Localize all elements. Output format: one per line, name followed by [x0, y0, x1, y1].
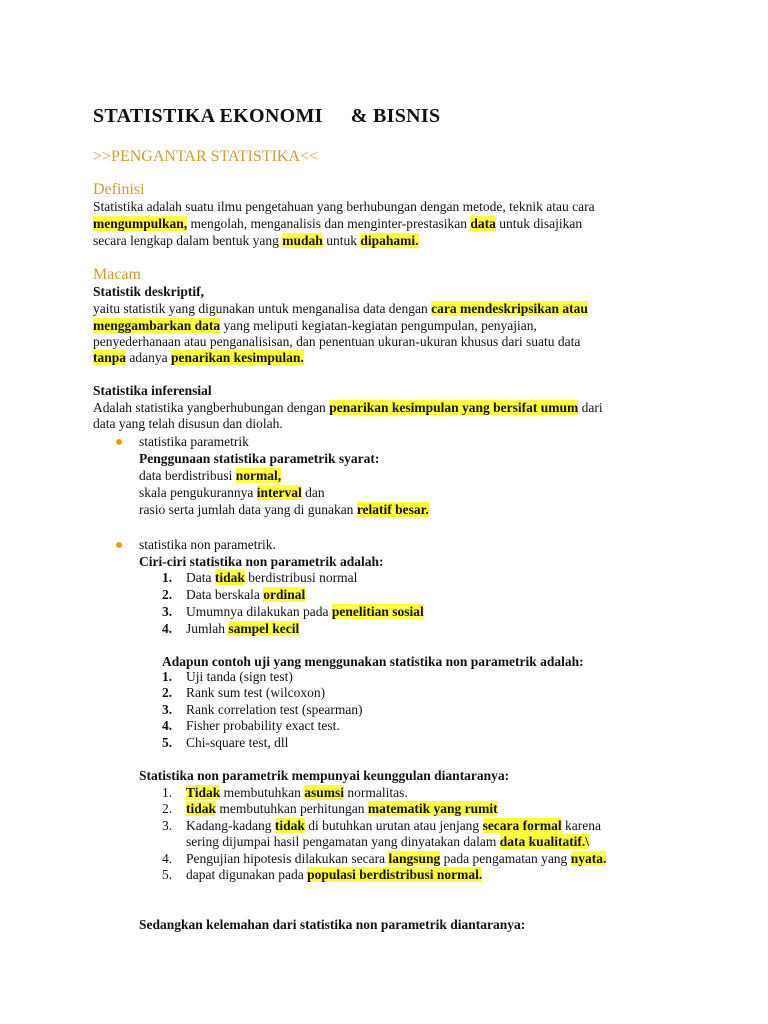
deskriptif-line-3: penyederhanaan atau penganalisisan, dan penentuan ukuran-ukuran khusus dari suatu data — [93, 334, 581, 349]
highlight: tidak — [274, 818, 305, 833]
bullet-icon — [116, 542, 122, 548]
text: adanya — [126, 350, 171, 365]
highlight: mudah — [282, 233, 323, 248]
list-number: 2. — [162, 587, 173, 602]
keunggulan-item — [186, 851, 606, 867]
list-number: 3. — [162, 702, 173, 717]
text: karena — [561, 818, 602, 833]
parametrik-subheading: Penggunaan statistika parametrik syarat: — [139, 451, 380, 466]
highlight: tidak — [186, 801, 217, 816]
keunggulan-item — [186, 785, 408, 801]
text: skala pengukurannya — [139, 485, 257, 500]
highlight: populasi berdistribusi normal. — [307, 867, 483, 882]
deskriptif-title: Statistik deskriptif, — [93, 284, 205, 299]
text: Umumnya dilakukan pada — [186, 604, 332, 619]
text: dapat digunakan pada — [186, 867, 308, 882]
highlight: menggambarkan data — [93, 318, 221, 333]
text: untuk — [322, 233, 361, 248]
ciri-item — [186, 570, 357, 586]
highlight: penelitian sosial — [331, 604, 424, 619]
highlight: ordinal — [263, 587, 306, 602]
text: sering dijumpai hasil pengamatan yang dinyatakan dalam — [186, 834, 500, 849]
keunggulan-heading: Statistika non parametrik mempunyai keunggulan diantaranya: — [139, 768, 510, 783]
contoh-item: Rank sum test (wilcoxon) — [186, 685, 326, 700]
highlight: penarikan kesimpulan yang bersifat umum — [329, 400, 579, 415]
text: Jumlah — [186, 621, 229, 636]
list-number: 3. — [162, 818, 173, 833]
text: Kadang-kadang — [186, 818, 275, 833]
highlight: data kualitatif.\ — [499, 834, 590, 849]
text: Adalah statistika yangberhubungan dengan — [93, 400, 330, 415]
bullet-icon — [116, 439, 122, 445]
inferensial-line-1 — [93, 400, 603, 416]
text: rasio serta jumlah data yang di gunakan — [139, 502, 357, 517]
list-number: 4. — [162, 718, 173, 733]
text: pada pengamatan yang — [440, 851, 571, 866]
text: Pengujian hipotesis dilakukan secara — [186, 851, 389, 866]
text: dan — [301, 485, 325, 500]
text: Data — [186, 570, 215, 585]
keunggulan-item-continued — [186, 834, 589, 850]
contoh-item: Rank correlation test (spearman) — [186, 702, 363, 717]
inferensial-line-2: data yang telah disusun dan diolah. — [93, 416, 283, 431]
deskriptif-line-2 — [93, 318, 537, 334]
kelemahan-heading: Sedangkan kelemahan dari statistika non parametrik diantaranya: — [139, 917, 526, 932]
keunggulan-item — [186, 801, 498, 817]
text: yaitu statistik yang digunakan untuk menganalisa data dengan — [93, 301, 432, 316]
parametrik-bullet: statistika parametrik — [139, 434, 249, 449]
text: membutuhkan — [220, 785, 305, 800]
keunggulan-item — [186, 867, 482, 883]
highlight: dipahami. — [360, 233, 419, 248]
highlight: normal, — [235, 468, 282, 483]
title-part-2: & BISNIS — [350, 105, 441, 127]
highlight: interval — [256, 485, 302, 500]
text: normalitas. — [344, 785, 408, 800]
highlight: nyata. — [570, 851, 607, 866]
highlight: mengumpulkan, — [93, 216, 188, 231]
document-title — [93, 105, 440, 128]
ciri-item — [186, 621, 299, 637]
definisi-line-3 — [93, 233, 419, 249]
highlight: tidak — [214, 570, 245, 585]
text: yang meliputi kegiatan-kegiatan pengumpulan, penyajian, — [220, 318, 537, 333]
highlight: matematik yang rumit — [367, 801, 498, 816]
ciri-item — [186, 587, 305, 603]
list-number: 2. — [162, 801, 173, 816]
list-number: 1. — [162, 785, 173, 800]
text: data berdistribusi — [139, 468, 236, 483]
definisi-heading: Definisi — [93, 181, 145, 198]
deskriptif-line-1 — [93, 301, 588, 317]
contoh-item: Fisher probability exact test. — [186, 718, 340, 733]
highlight: tanpa — [93, 350, 127, 365]
list-number: 2. — [162, 685, 173, 700]
highlight: sampel kecil — [228, 621, 300, 636]
list-number: 5. — [162, 867, 173, 882]
definisi-line-1: Statistika adalah suatu ilmu pengetahuan yang berhubungan dengan metode, teknik atau cara — [93, 199, 595, 214]
highlight: Tidak — [186, 785, 221, 800]
list-number: 1. — [162, 669, 173, 684]
list-number: 5. — [162, 735, 173, 750]
document-subtitle: >>PENGANTAR STATISTIKA<< — [93, 148, 319, 165]
parametrik-req-3 — [139, 502, 429, 518]
highlight: langsung — [388, 851, 441, 866]
ciri-item — [186, 604, 424, 620]
definisi-line-2 — [93, 216, 582, 232]
list-number: 4. — [162, 851, 173, 866]
text: untuk disajikan — [495, 216, 583, 231]
text: di butuhkan urutan atau jenjang — [304, 818, 483, 833]
text: secara lengkap dalam bentuk yang — [93, 233, 283, 248]
inferensial-title: Statistika inferensial — [93, 383, 212, 398]
highlight: data — [470, 216, 496, 231]
contoh-item: Uji tanda (sign test) — [186, 669, 293, 684]
highlight: cara mendeskripsikan atau — [431, 301, 588, 316]
list-number: 4. — [162, 621, 173, 636]
list-number: 1. — [162, 570, 173, 585]
ciri-subheading: Ciri-ciri statistika non parametrik adalah: — [139, 554, 384, 569]
keunggulan-item — [186, 818, 601, 834]
text: dari — [578, 400, 603, 415]
highlight: secara formal — [482, 818, 562, 833]
nonparametrik-bullet: statistika non parametrik. — [139, 537, 276, 552]
text: berdistribusi normal — [244, 570, 358, 585]
text: mengolah, menganalisis dan menginter-prestasikan — [187, 216, 471, 231]
parametrik-req-1 — [139, 468, 281, 484]
deskriptif-line-4 — [93, 350, 304, 366]
highlight: relatif besar. — [356, 502, 429, 517]
parametrik-req-2 — [139, 485, 325, 501]
contoh-heading: Adapun contoh uji yang menggunakan statistika non parametrik adalah: — [162, 654, 584, 669]
title-part-1: STATISTIKA EKONOMI — [93, 105, 323, 127]
highlight: asumsi — [304, 785, 345, 800]
highlight: penarikan kesimpulan. — [171, 350, 304, 365]
text: membutuhkan perhitungan — [216, 801, 368, 816]
macam-heading: Macam — [93, 266, 141, 283]
text: Data berskala — [186, 587, 264, 602]
list-number: 3. — [162, 604, 173, 619]
contoh-item: Chi-square test, dll — [186, 735, 289, 750]
